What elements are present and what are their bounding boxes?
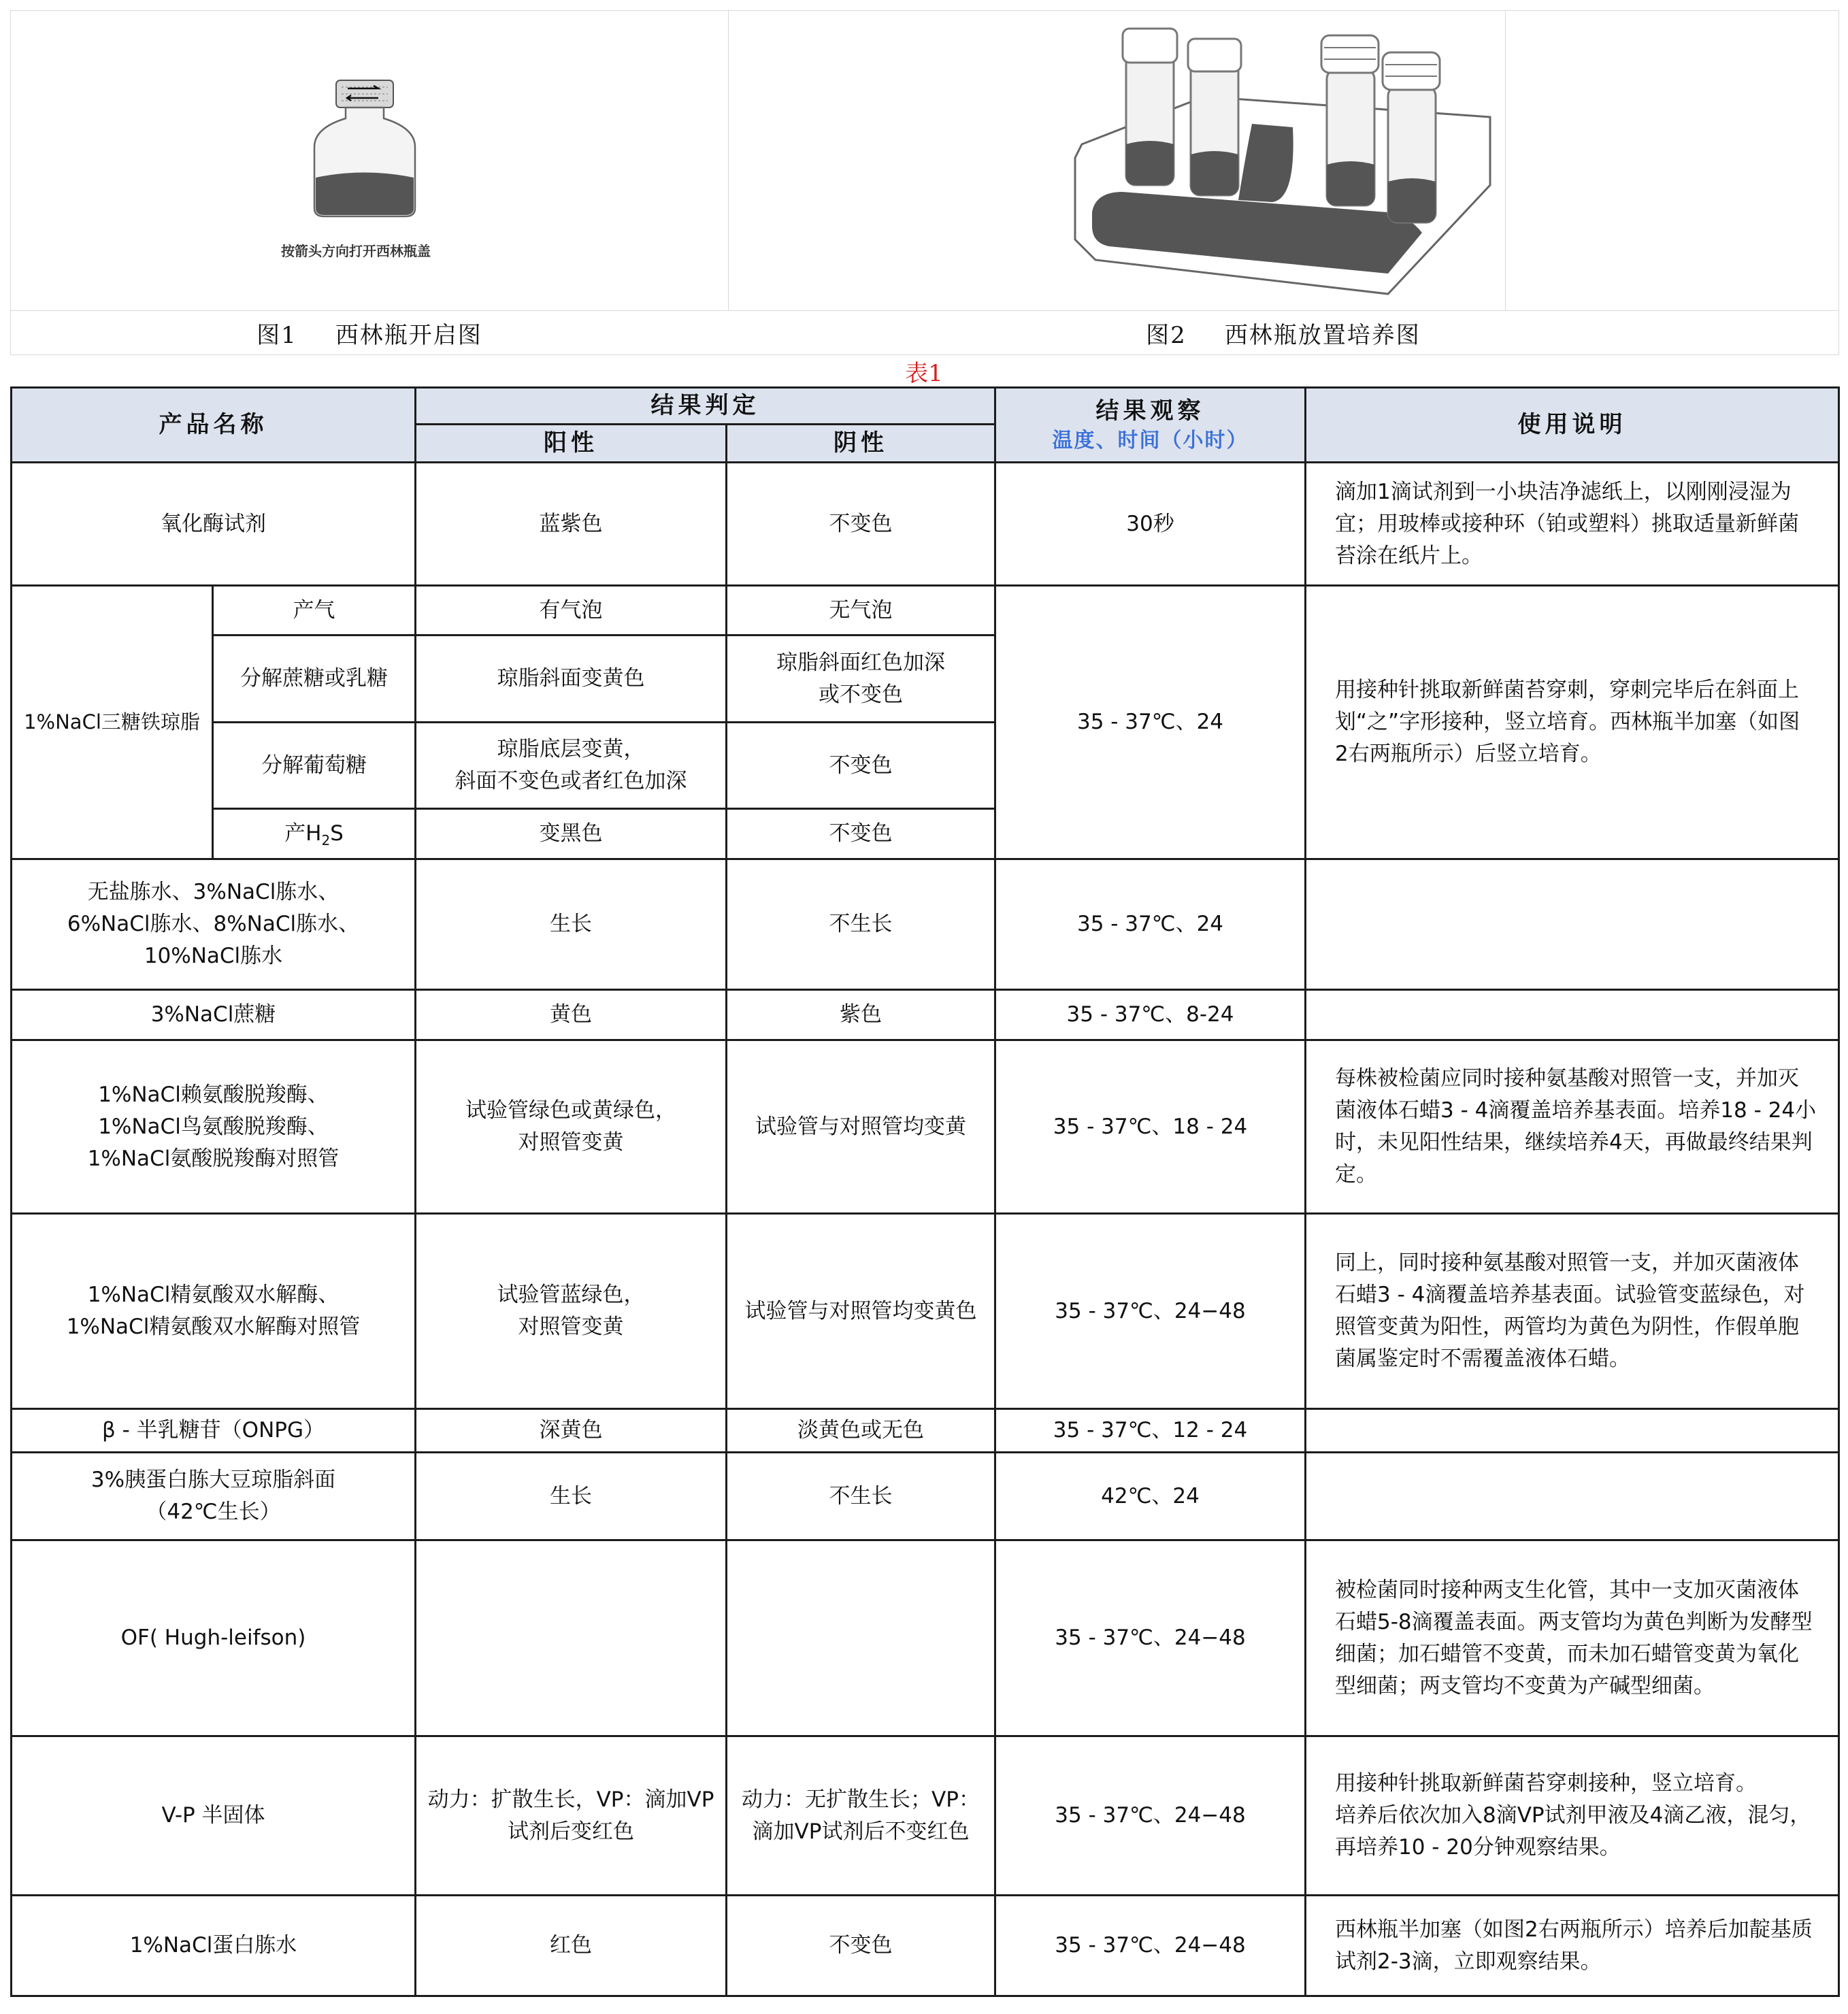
header-negative: 阴性 [727,425,995,463]
usage-line: 划“之”字形接种，竖立培育。西林瓶半加塞（如图 [1335,710,1800,734]
figure-1-title: 西林瓶开启图 [335,322,482,349]
product-name-cell: β - 半乳糖苷（ONPG） [12,1409,416,1453]
usage-line: 2右两瓶所示）后竖立培育。 [1335,742,1602,766]
positive-cell: 生长 [416,859,727,990]
usage-line: 试剂2-3滴，立即观察结果。 [1335,1949,1602,1974]
usage-line: 苔涂在纸片上。 [1335,543,1483,568]
text-line: 试验管绿色或黄绿色， [465,1098,676,1123]
observation-cell: 35 - 37℃、24−48 [995,1214,1306,1409]
observation-cell: 35 - 37℃、24−48 [995,1896,1306,1996]
vial-rack-illustration [1068,22,1504,308]
figure-2-panel [728,11,1506,310]
table-row [12,1453,1839,1540]
positive-cell [416,723,727,809]
sub-test-cell [213,809,416,859]
header-observation-title: 结果观察 [1095,397,1205,425]
product-name-cell [12,859,416,990]
usage-cell [1306,1736,1839,1896]
header-result: 结果判定 [416,388,995,425]
usage-line: 滴加1滴试剂到一小块洁净滤纸上，以刚刚浸湿为 [1335,479,1792,504]
text-line: 斜面不变色或者红色加深 [455,769,687,793]
positive-cell: 深黄色 [416,1409,727,1453]
negative-cell: 不生长 [727,859,995,990]
h2s-prefix: 产H [284,821,322,846]
positive-cell: 红色 [416,1896,727,1996]
header-positive: 阳性 [416,425,727,463]
positive-cell: 变黑色 [416,809,727,859]
figure-1-panel [11,11,729,310]
text-line: 1%NaCl鸟氨酸脱羧酶、 [98,1114,329,1139]
observation-cell: 35 - 37℃、24 [995,859,1306,990]
table-row [12,586,1839,635]
table-row [12,1540,1839,1736]
observation-cell: 35 - 37℃、24 [995,586,1306,859]
observation-cell: 35 - 37℃、8-24 [995,990,1306,1040]
observation-cell: 35 - 37℃、24−48 [995,1540,1306,1736]
sub-test-cell: 分解蔗糖或乳糖 [213,635,416,723]
negative-cell: 不变色 [727,1896,995,1996]
vial-caption: 按箭头方向打开西林瓶盖 [281,243,431,259]
usage-line: 定。 [1335,1162,1377,1187]
usage-line: 菌液体石蜡3 - 4滴覆盖培养基表面。培养18 - 24小 [1335,1098,1817,1123]
text-line: 1%NaCl赖氨酸脱羧酶、 [98,1082,329,1107]
text-line: 琼脂底层变黄， [497,737,645,761]
sub-test-cell: 产气 [213,586,416,635]
positive-cell [416,1214,727,1409]
negative-cell: 紫色 [727,990,995,1040]
text-line: 对照管变黄 [518,1315,624,1339]
product-name-cell: 氧化酶试剂 [12,463,416,586]
text-line: 琼脂斜面红色加深 [776,650,945,675]
table-row [12,463,1839,586]
usage-line: 时，未见阳性结果，继续培养4天，再做最终结果判 [1335,1130,1813,1155]
table-row [12,1214,1839,1409]
usage-line: 型细菌；两支管均不变黄为产碱型细菌。 [1335,1673,1715,1698]
usage-cell [1306,1540,1839,1736]
usage-line: 用接种针挑取新鲜菌苔穿刺，穿刺完毕后在斜面上 [1335,678,1799,702]
negative-cell [727,1736,995,1896]
usage-line: 宜；用玻棒或接种环（铂或塑料）挑取适量新鲜菌 [1335,511,1799,536]
h2s-suffix: S [330,821,344,846]
usage-cell [1306,1896,1839,1996]
table-row [12,1409,1839,1453]
negative-cell: 不变色 [727,723,995,809]
positive-cell [416,1040,727,1214]
usage-cell [1306,1040,1839,1214]
header-observation [995,388,1306,463]
negative-cell [727,1540,995,1736]
usage-cell [1306,990,1839,1040]
negative-cell: 淡黄色或无色 [727,1409,995,1453]
table-row [12,859,1839,990]
text-line: 试剂后变红色 [508,1819,634,1844]
figure-1-caption [11,310,728,355]
product-name-cell [12,1040,416,1214]
text-line: 对照管变黄 [518,1130,624,1155]
product-name-cell: 1%NaCl蛋白胨水 [12,1896,416,1996]
usage-line: 照管变黄为阳性，两管均为黄色为阴性，作假单胞 [1335,1315,1799,1339]
figure-2-caption [728,310,1838,355]
usage-line: 石蜡3 - 4滴覆盖培养基表面。试验管变蓝绿色，对 [1335,1283,1805,1307]
table-row [12,1040,1839,1214]
usage-line: 同上，同时接种氨基酸对照管一支，并加灭菌液体 [1335,1251,1799,1275]
negative-cell: 不变色 [727,463,995,586]
usage-line: 用接种针挑取新鲜菌苔穿刺接种，竖立培育。 [1335,1771,1757,1796]
negative-cell: 试验管与对照管均变黄色 [727,1214,995,1409]
product-name-cell [12,1453,416,1540]
usage-line: 培养后依次加入8滴VP试剂甲液及4滴乙液，混匀， [1335,1803,1811,1828]
text-line: 动力：无扩散生长；VP： [742,1787,980,1812]
positive-cell [416,1540,727,1736]
negative-cell: 不生长 [727,1453,995,1540]
usage-cell [1306,1409,1839,1453]
negative-cell: 试验管与对照管均变黄 [727,1040,995,1214]
usage-cell [1306,859,1839,990]
vial-opening-illustration [283,65,446,249]
positive-cell [416,1736,727,1896]
product-name-cell [12,1214,416,1409]
negative-cell [727,635,995,723]
usage-line: 再培养10 - 20分钟观察结果。 [1335,1835,1621,1860]
text-line: 6%NaCl胨水、8%NaCl胨水、 [67,912,360,936]
observation-cell: 42℃、24 [995,1453,1306,1540]
usage-line: 每株被检菌应同时接种氨基酸对照管一支，并加灭 [1335,1066,1799,1091]
sub-test-cell: 分解葡萄糖 [213,723,416,809]
usage-line: 西林瓶半加塞（如图2右两瓶所示）培养后加靛基质 [1335,1917,1813,1942]
observation-cell: 35 - 37℃、18 - 24 [995,1040,1306,1214]
header-usage: 使用说明 [1306,388,1839,463]
table-row [12,1736,1839,1896]
figure-2-number: 图2 [1146,322,1187,349]
positive-cell: 生长 [416,1453,727,1540]
observation-cell: 35 - 37℃、24−48 [995,1736,1306,1896]
observation-cell: 30秒 [995,463,1306,586]
text-line: 动力：扩散生长，VP：滴加VP [427,1787,714,1812]
text-line: 3%胰蛋白胨大豆琼脂斜面 [90,1468,336,1492]
table-row [12,1896,1839,1996]
text-line: 滴加VP试剂后不变红色 [752,1819,970,1844]
text-line: 无盐胨水、3%NaCl胨水、 [87,880,340,904]
figure-1-number: 图1 [257,322,297,349]
positive-cell: 蓝紫色 [416,463,727,586]
text-line: 1%NaCl氨酸脱羧酶对照管 [87,1146,340,1171]
h2s-subscript: 2 [321,832,331,849]
product-group-cell: 1%NaCl三糖铁琼脂 [12,586,213,859]
text-line: 或不变色 [819,682,903,707]
usage-cell [1306,463,1839,586]
header-observation-sub: 温度、时间（小时） [1052,429,1249,452]
text-line: （42℃生长） [146,1500,281,1524]
text-line: 试验管蓝绿色， [497,1283,645,1307]
usage-line: 被检菌同时接种两支生化管，其中一支加灭菌液体 [1335,1577,1799,1602]
table-row [12,990,1839,1040]
product-name-cell: 3%NaCl蔗糖 [12,990,416,1040]
usage-cell [1306,586,1839,859]
product-name-cell: V-P 半固体 [12,1736,416,1896]
negative-cell: 不变色 [727,809,995,859]
text-line: 10%NaCl胨水 [144,944,283,968]
text-line: 1%NaCl精氨酸双水解酶、 [87,1283,340,1307]
positive-cell: 琼脂斜面变黄色 [416,635,727,723]
usage-cell [1306,1453,1839,1540]
text-line: 1%NaCl精氨酸双水解酶对照管 [66,1315,361,1339]
positive-cell: 有气泡 [416,586,727,635]
figure-2-title: 西林瓶放置培养图 [1224,322,1421,349]
usage-line: 石蜡5-8滴覆盖表面。两支管均为黄色判断为发酵型 [1335,1609,1813,1634]
header-product-name: 产品名称 [12,388,416,463]
table-caption: 表1 [905,359,943,387]
usage-line: 细菌；加石蜡管不变黄，而未加石蜡管变黄为氧化 [1335,1641,1799,1666]
usage-cell [1306,1214,1839,1409]
product-name-cell: OF( Hugh-leifson) [12,1540,416,1736]
usage-line: 菌属鉴定时不需覆盖液体石蜡。 [1335,1347,1630,1371]
observation-cell: 35 - 37℃、12 - 24 [995,1409,1306,1453]
biochemical-test-table [10,386,1840,1997]
figure-strip [10,10,1839,355]
negative-cell: 无气泡 [727,586,995,635]
positive-cell: 黄色 [416,990,727,1040]
